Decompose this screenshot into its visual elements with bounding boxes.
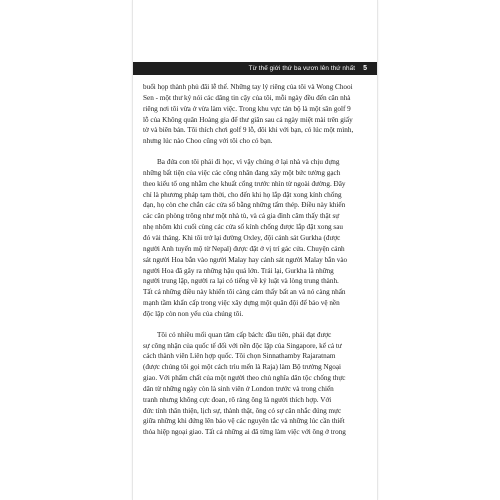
text-line: đạn, họ còn che chắn các cửa sổ bằng những tấm thép. Điều này khiến: [143, 201, 346, 210]
text-line: Tất cả những điều này khiến tôi càng cảm thấy bất an và nó càng nhấn: [143, 288, 346, 297]
text-line: nhẹ nhõm khi cuối cùng các cửa sổ kính chống được lắp đặt xong sau: [143, 223, 344, 232]
text-line: lỗ của Không quân Hoàng gia để thư giãn sau cả ngày miệt mài trên giấy: [143, 115, 353, 124]
text-line: nhưng lúc nào Choo cũng với tôi cho có bạn.: [143, 137, 273, 146]
text-line: buổi họp thành phủ đãi lễ thế. Những tay lý riêng của tôi và Wong Chooi: [143, 83, 353, 91]
text-line: người Anh tuyển mộ từ Nepal) được đặt ở vị trí gác cửa. Chuyện cảnh: [143, 244, 345, 253]
text-line: giữa những khi đứng lên bảo vệ các nguyên tắc và những lúc cần thiết: [143, 417, 345, 426]
text-line: theo kiểu tổ ong nhằm che khuất cổng trước nhìn từ ngoài đường. Đây: [143, 179, 346, 188]
text-line: những bất tiện của việc các công nhân đang xây một bức tường gạch: [143, 168, 341, 177]
text-line: sự công nhận của quốc tế đối với nền độc lập của Singapore, kể cả tư: [143, 341, 342, 350]
text-line: Ba đứa con tôi phải đi học, vì vậy chúng ở lại nhà và chịu đựng: [157, 158, 340, 167]
text-line: thỏa hiệp ngoại giao. Tất cả những ai đã từng làm việc với ông ở trong: [143, 428, 346, 437]
running-header: [133, 62, 377, 75]
text-line: (được chúng tôi gọi một cách trìu mến là Raja) làm Bộ trưởng Ngoại: [143, 363, 342, 372]
text-line: dân từ những ngày còn là sinh viên ở London trước và trong chiến: [143, 384, 334, 393]
text-line: đức tính thân thiện, lịch sự, thành thật, ông có sự cân nhắc đúng mực: [143, 406, 342, 415]
text-line: chỉ là phương pháp tạm thời, cho đến khi họ lắp đặt xong kính chống: [143, 190, 342, 199]
text-line: người trung lập, người ra lại có tiếng về kỷ luật và lòng trung thành.: [143, 277, 339, 286]
paragraph: [143, 82, 367, 147]
text-line: mạnh tầm khẩn cấp trong việc xây dựng một quân đội để bảo vệ nền: [143, 299, 340, 308]
paragraph: [143, 157, 367, 320]
page-number: 5: [363, 65, 367, 72]
text-line: đó vài tháng. Khi tôi trở lại đường Oxley, đội cảnh sát Gurkha (được: [143, 233, 341, 242]
text-line: người Hoa đã gây ra những hậu quả lớn. Trái lại, Gurkha là những: [143, 266, 334, 275]
text-line: cách thành viên Liên hợp quốc. Tôi chọn Sinnathamby Rajaratnam: [143, 352, 336, 361]
text-line: tờ và biên bản. Tôi thích chơi golf 9 lỗ, đôi khi với bạn, có lúc một mình,: [143, 126, 354, 135]
paragraph: [143, 330, 367, 438]
text-line: các căn phòng trông như một nhà tù, và cả gia đình căm thấy thật sự: [143, 212, 340, 221]
book-page: [132, 0, 378, 500]
text-line: độc lập còn non yếu của chúng tôi.: [143, 309, 244, 318]
text-line: riêng nơi tôi vừa ở vừa làm việc. Trong khu vực tản bộ là một sân golf 9: [143, 104, 351, 113]
text-line: Tôi có nhiều mối quan tâm cấp bách: đầu tiên, phải đạt được: [157, 330, 332, 339]
text-line: giao. Với phẩm chất của một người theo chủ nghĩa dân tộc chống thực: [143, 374, 346, 383]
chapter-title: Từ thế giới thứ ba vươn lên thứ nhất: [248, 65, 356, 72]
text-line: tranh nhưng không cực đoan, rõ ràng ông là người thích hợp. Với: [143, 395, 332, 404]
body-text: [143, 82, 367, 438]
text-line: Sen - một thư ký nói các dâng tin cậy của tôi, mỗi ngày đều đến căn nhà: [143, 93, 351, 102]
text-line: sát người Hoa bắn vào người Malay hay cảnh sát người Malay bắn vào: [143, 255, 348, 264]
